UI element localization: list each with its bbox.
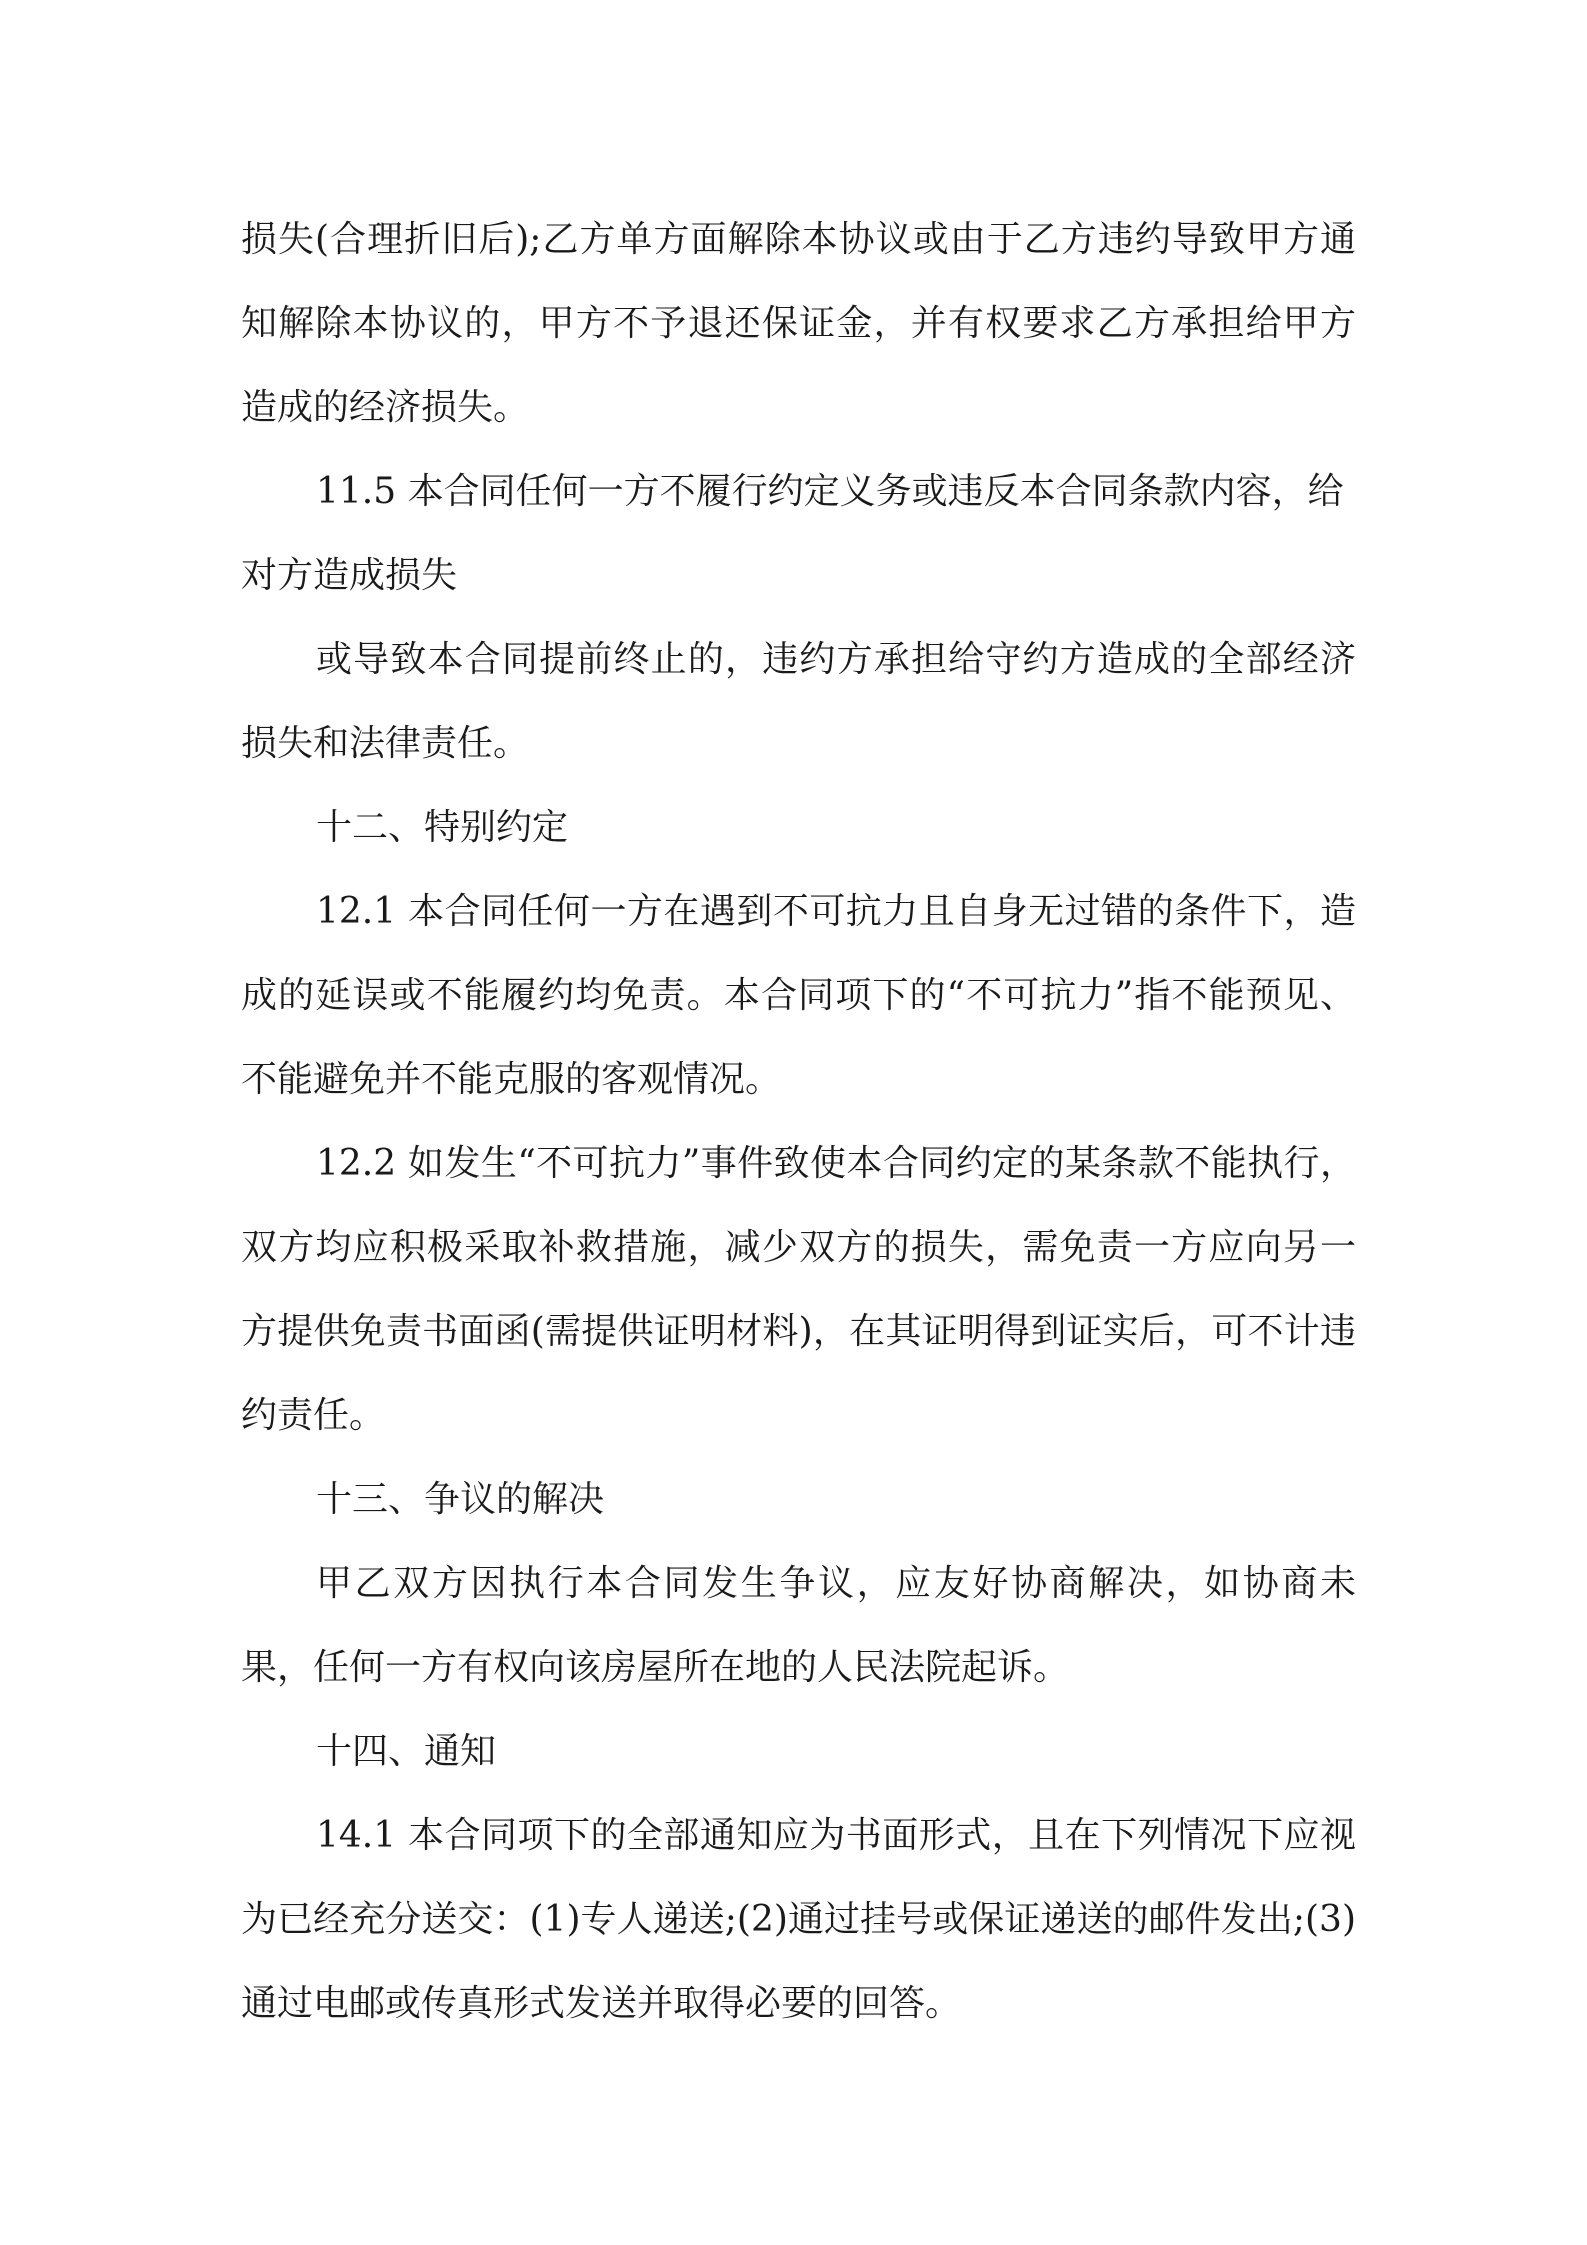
section-heading-13: 十三、争议的解决 xyxy=(316,1479,605,1520)
document-page xyxy=(241,198,1356,2046)
section-heading-12: 十二、特别约定 xyxy=(316,807,569,848)
paragraph-12-1: 12.1 本合同任何一方在遇到不可抗力且自身无过错的条件下，造成的延误或不能履约均免责。本合同项下的“不可抗力”指不能预见、不能避免并不能克服的客观情况。 xyxy=(241,891,1356,1100)
paragraph-dispute: 甲乙双方因执行本合同发生争议，应友好协商解决，如协商未果，任何一方有权向该房屋所在地的人民法院起诉。 xyxy=(241,1563,1356,1688)
paragraph-11-5-cont: 对方造成损失 xyxy=(241,555,458,596)
section-heading-14: 十四、通知 xyxy=(316,1731,497,1772)
paragraph-14-1: 14.1 本合同项下的全部通知应为书面形式，且在下列情况下应视为已经充分送交：(1)专人递送;(2)通过挂号或保证递送的邮件发出;(3)通过电邮或传真形式发送并取得必要的回答。 xyxy=(241,1815,1356,2024)
paragraph-12-2: 12.2 如发生“不可抗力”事件致使本合同约定的某条款不能执行，双方均应积极采取补救措施，减少双方的损失，需免责一方应向另一方提供免责书面函(需提供证明材料)，在其证明得到证实后，可不计违约责任。 xyxy=(241,1143,1356,1436)
paragraph-11-5-termination: 或导致本合同提前终止的，违约方承担给守约方造成的全部经济损失和法律责任。 xyxy=(241,639,1356,764)
paragraph-loss-clause: 损失(合理折旧后);乙方单方面解除本协议或由于乙方违约导致甲方通知解除本协议的，甲方不予退还保证金，并有权要求乙方承担给甲方造成的经济损失。 xyxy=(241,219,1356,428)
paragraph-11-5: 11.5 本合同任何一方不履行约定义务或违反本合同条款内容，给 xyxy=(316,471,1344,512)
